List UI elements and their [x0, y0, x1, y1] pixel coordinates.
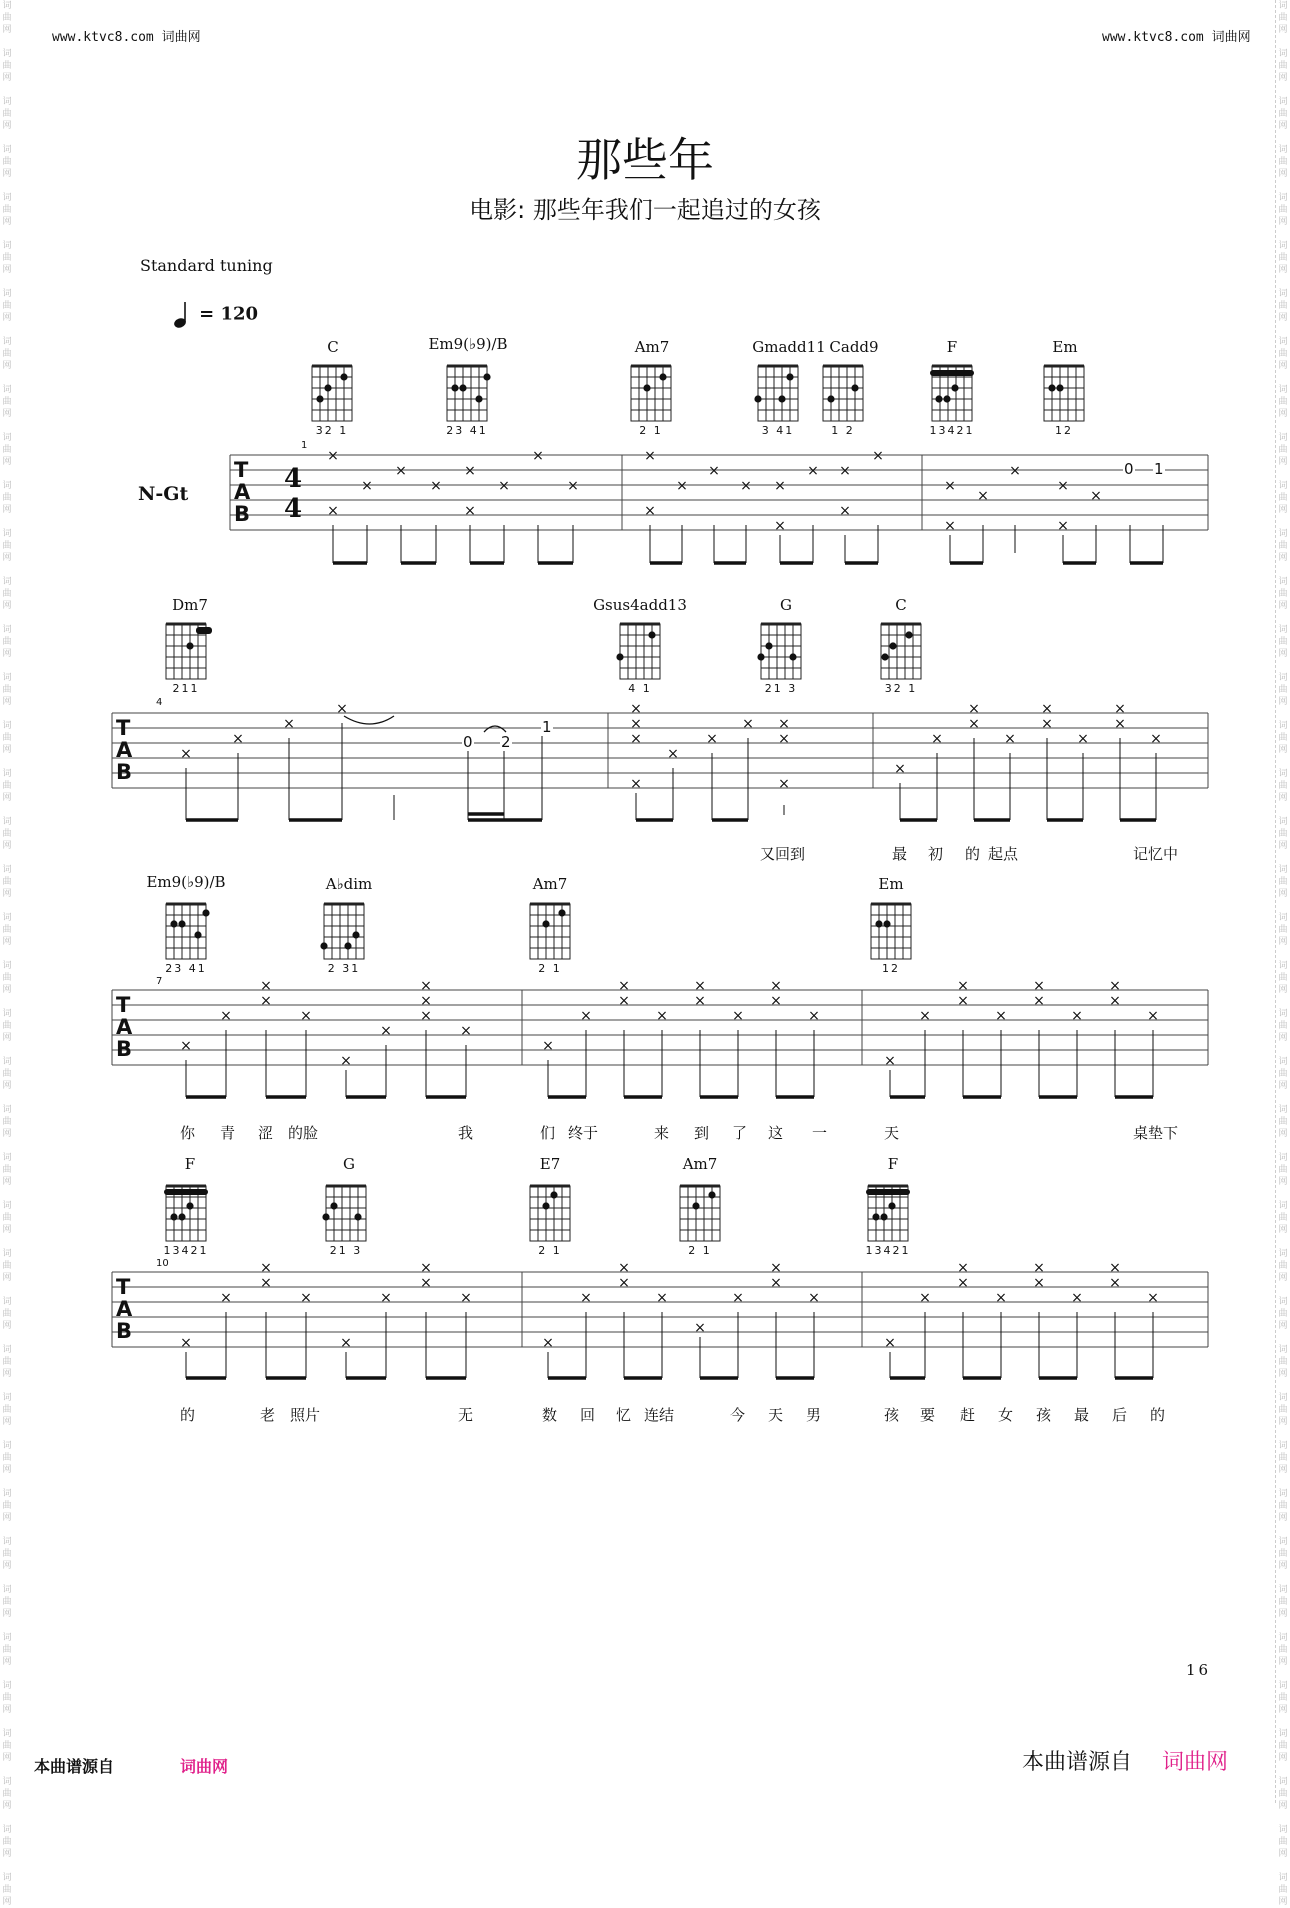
svg-text:A: A [116, 1297, 133, 1321]
lyric: 照片 [290, 1406, 321, 1424]
svg-text:×: × [931, 731, 943, 747]
svg-text:×: × [430, 478, 442, 494]
svg-text:B: B [116, 760, 133, 784]
svg-text:×: × [420, 1260, 432, 1276]
tie-marks [344, 716, 506, 732]
lyric: 起点 [988, 845, 1019, 863]
chord-name: F [946, 338, 958, 356]
svg-text:×: × [944, 478, 956, 494]
svg-text:×: × [327, 503, 339, 519]
chord-name: Cadd9 [829, 338, 879, 356]
source-label-left: 本曲谱源自 [34, 1757, 115, 1776]
svg-text:×: × [732, 1008, 744, 1024]
source-site-right[interactable]: 词曲网 [1162, 1750, 1229, 1775]
svg-text:×: × [630, 731, 642, 747]
svg-text:T: T [116, 1275, 131, 1299]
lyric: 无 [458, 1406, 474, 1424]
tab-clef [116, 458, 251, 1343]
svg-text:A: A [116, 738, 133, 762]
fret-number: 0 [1124, 460, 1134, 478]
chord-diagram [530, 1186, 570, 1241]
chord-fingering: 13421 [163, 1244, 209, 1257]
svg-text:×: × [1109, 993, 1121, 1009]
chord-fingering: 21 3 [329, 1244, 363, 1257]
svg-text:×: × [1057, 518, 1069, 534]
song-title: 那些年 [576, 133, 714, 187]
svg-text:×: × [1057, 478, 1069, 494]
svg-text:×: × [220, 1008, 232, 1024]
lyric: 你 [180, 1124, 196, 1142]
fret-number: 0 [463, 733, 473, 751]
bar-number: 7 [156, 976, 163, 987]
svg-text:×: × [532, 448, 544, 464]
svg-text:B: B [116, 1319, 133, 1343]
svg-text:T: T [116, 993, 131, 1017]
svg-text:×: × [944, 518, 956, 534]
chord-name: G [780, 596, 792, 614]
svg-text:×: × [180, 1335, 192, 1351]
svg-text:×: × [180, 1038, 192, 1054]
svg-text:×: × [464, 463, 476, 479]
svg-text:×: × [694, 1320, 706, 1336]
chord-fingering: 12 [882, 962, 900, 975]
svg-text:×: × [1109, 1275, 1121, 1291]
svg-text:×: × [580, 1290, 592, 1306]
svg-text:×: × [676, 478, 688, 494]
svg-text:×: × [361, 478, 373, 494]
svg-text:×: × [395, 463, 407, 479]
lyric: 的脸 [288, 1124, 319, 1142]
chord-name: F [184, 1155, 196, 1173]
lyric: 了 [732, 1124, 748, 1142]
chord-fingering: 2 1 [538, 1244, 562, 1257]
chord-diagram [166, 904, 206, 959]
svg-text:×: × [977, 488, 989, 504]
chord-name: Gsus4add13 [593, 596, 687, 614]
svg-text:×: × [460, 1023, 472, 1039]
chord-name: E7 [539, 1155, 561, 1173]
svg-text:×: × [180, 746, 192, 762]
chord-diagram [324, 904, 364, 959]
svg-text:×: × [618, 1275, 630, 1291]
bar-number: 1 [301, 440, 308, 451]
svg-text:×: × [694, 993, 706, 1009]
lyric: 到 [694, 1124, 710, 1142]
svg-text:×: × [740, 478, 752, 494]
chord-fingering: 13421 [865, 1244, 911, 1257]
lyric: 涩 [258, 1124, 274, 1142]
svg-text:×: × [380, 1290, 392, 1306]
svg-text:×: × [618, 978, 630, 994]
tempo-value: = 120 [199, 303, 259, 325]
svg-text:A: A [116, 1015, 133, 1039]
svg-text:×: × [968, 701, 980, 717]
chord-diagram [881, 624, 921, 679]
svg-text:×: × [1071, 1008, 1083, 1024]
svg-text:×: × [1109, 1260, 1121, 1276]
svg-text:×: × [919, 1008, 931, 1024]
lyric: 青 [220, 1124, 236, 1142]
chord-name: Em9(♭9)/B [146, 873, 226, 891]
svg-text:×: × [919, 1290, 931, 1306]
svg-text:×: × [260, 978, 272, 994]
svg-text:×: × [340, 1053, 352, 1069]
svg-text:×: × [542, 1038, 554, 1054]
chord-fingering: 2 1 [639, 424, 663, 437]
chord-fingering: 1 2 [831, 424, 855, 437]
svg-text:×: × [1150, 731, 1162, 747]
lyric: 要 [920, 1406, 936, 1424]
svg-text:×: × [807, 463, 819, 479]
svg-text:×: × [839, 463, 851, 479]
svg-text:×: × [774, 478, 786, 494]
svg-text:×: × [957, 993, 969, 1009]
lyric: 今 [730, 1406, 746, 1424]
chord-name: Gmadd11 [752, 338, 826, 356]
lyric: 最 [892, 845, 908, 863]
instrument-label: N-Gt [138, 483, 189, 505]
svg-text:B: B [116, 1037, 133, 1061]
svg-text:×: × [644, 503, 656, 519]
left-watermark-strip: 词 曲 网 词 曲 网 词 曲 网 词 曲 网 词 曲 网 词 曲 网 词 曲 网 词 曲 网 词 曲 网 词 曲 网 词 曲 网 词 曲 网 词 曲 网 词 曲 网 词 曲 网 词 曲 网 词 曲 网 词 曲 网 词 曲 网 词 曲 网 词 曲 网 词 曲 网 词 曲 网 词 曲 网 词 曲 网 词 曲 网 词 曲 网 词 曲 网 词 曲 网 词 曲 网 词 曲 网 词 曲 网 词 曲 网 词 曲 网 词 曲 网 词 曲 网 词 曲 网 词 曲 网 词 曲 网 词 曲 网 [2, 1, 12, 1907]
svg-text:×: × [380, 1023, 392, 1039]
svg-text:×: × [1041, 716, 1053, 732]
chord-name: C [895, 596, 907, 614]
svg-text:×: × [872, 448, 884, 464]
lyric: 来 [654, 1124, 670, 1142]
lyric: 连结 [644, 1406, 675, 1424]
svg-text:×: × [778, 731, 790, 747]
svg-text:×: × [283, 716, 295, 732]
chord-name: Dm7 [172, 596, 208, 614]
svg-text:×: × [232, 731, 244, 747]
svg-text:×: × [260, 1275, 272, 1291]
chord-name: G [343, 1155, 355, 1173]
svg-text:×: × [1033, 993, 1045, 1009]
svg-text:×: × [567, 478, 579, 494]
lyric: 后 [1112, 1406, 1128, 1424]
svg-text:×: × [995, 1008, 1007, 1024]
lyric: 们 [540, 1124, 556, 1142]
svg-text:×: × [260, 1260, 272, 1276]
svg-text:×: × [498, 478, 510, 494]
chord-diagram [871, 904, 911, 959]
svg-text:×: × [742, 716, 754, 732]
svg-text:×: × [340, 1335, 352, 1351]
chord-fingering: 2 1 [538, 962, 562, 975]
svg-text:×: × [884, 1335, 896, 1351]
chord-name: Em [1052, 338, 1078, 356]
svg-text:×: × [884, 1053, 896, 1069]
svg-text:×: × [1033, 1275, 1045, 1291]
svg-text:×: × [618, 993, 630, 1009]
chord-name: Em9(♭9)/B [428, 335, 508, 353]
svg-text:×: × [968, 716, 980, 732]
svg-text:×: × [1004, 731, 1016, 747]
svg-text:×: × [995, 1290, 1007, 1306]
chord-name: Am7 [532, 875, 568, 893]
svg-text:×: × [808, 1008, 820, 1024]
svg-text:×: × [420, 978, 432, 994]
chord-fingering: 4 1 [628, 682, 652, 695]
lyric: 最 [1074, 1406, 1090, 1424]
svg-text:T: T [234, 458, 249, 482]
svg-text:×: × [732, 1290, 744, 1306]
lyric: 这 [768, 1124, 784, 1142]
svg-text:×: × [1033, 978, 1045, 994]
svg-text:×: × [667, 746, 679, 762]
svg-text:×: × [220, 1290, 232, 1306]
chord-fingering: 3 41 [761, 424, 795, 437]
svg-text:×: × [1109, 978, 1121, 994]
chord-name: A♭dim [325, 875, 373, 893]
source-site-left[interactable]: 词曲网 [180, 1757, 229, 1776]
svg-text:×: × [1114, 701, 1126, 717]
lyric: 天 [768, 1406, 784, 1424]
chord-fingering: 32 1 [315, 424, 349, 437]
svg-text:×: × [630, 701, 642, 717]
svg-text:×: × [1033, 1260, 1045, 1276]
chord-name: Em [878, 875, 904, 893]
svg-text:×: × [1114, 716, 1126, 732]
chord-name: F [887, 1155, 899, 1173]
lyric: 天 [884, 1124, 900, 1142]
svg-text:×: × [1147, 1290, 1159, 1306]
svg-text:×: × [618, 1260, 630, 1276]
svg-text:×: × [957, 1260, 969, 1276]
site-url-left[interactable]: www.ktvc8.com 词曲网 [52, 30, 201, 45]
chord-diagram [761, 624, 801, 679]
svg-text:×: × [839, 503, 851, 519]
svg-text:×: × [770, 993, 782, 1009]
svg-text:×: × [464, 503, 476, 519]
fret-number: 1 [542, 718, 552, 736]
svg-text:×: × [300, 1008, 312, 1024]
svg-text:×: × [630, 776, 642, 792]
lyric: 数 [542, 1406, 558, 1424]
chord-fingering: 23 41 [446, 424, 488, 437]
lyric: 孩 [884, 1406, 900, 1424]
tuning-label: Standard tuning [140, 256, 273, 275]
svg-text:A: A [234, 480, 251, 504]
lyric: 的 [965, 845, 981, 863]
lyric: 终于 [568, 1124, 599, 1142]
svg-text:×: × [327, 448, 339, 464]
lyric: 又回到 [760, 845, 806, 863]
time-signature [284, 464, 302, 524]
svg-text:×: × [778, 776, 790, 792]
lyric: 回 [580, 1406, 596, 1424]
svg-text:×: × [1071, 1290, 1083, 1306]
chord-fingering: 32 1 [884, 682, 918, 695]
svg-text:×: × [542, 1335, 554, 1351]
chord-fingering: 23 41 [165, 962, 207, 975]
svg-text:×: × [774, 518, 786, 534]
svg-text:×: × [1090, 488, 1102, 504]
svg-text:×: × [644, 448, 656, 464]
lyric: 的 [180, 1406, 196, 1424]
page-number: 16 [1186, 1661, 1212, 1679]
svg-text:×: × [420, 1275, 432, 1291]
svg-text:×: × [420, 993, 432, 1009]
fret-number: 1 [1154, 460, 1164, 478]
svg-text:T: T [116, 716, 131, 740]
right-watermark-strip: 词 曲 网 词 曲 网 词 曲 网 词 曲 网 词 曲 网 词 曲 网 词 曲 网 词 曲 网 词 曲 网 词 曲 网 词 曲 网 词 曲 网 词 曲 网 词 曲 网 词 曲 网 词 曲 网 词 曲 网 词 曲 网 词 曲 网 词 曲 网 词 曲 网 词 曲 网 词 曲 网 词 曲 网 词 曲 网 词 曲 网 词 曲 网 词 曲 网 词 曲 网 词 曲 网 词 曲 网 词 曲 网 词 曲 网 词 曲 网 词 曲 网 词 曲 网 词 曲 网 词 曲 网 词 曲 网 词 曲 网 [1275, 0, 1290, 1803]
svg-text:×: × [778, 716, 790, 732]
svg-text:×: × [770, 978, 782, 994]
svg-text:×: × [770, 1275, 782, 1291]
lyric: 忆 [616, 1406, 632, 1424]
source-label-right: 本曲谱源自 [1022, 1750, 1133, 1775]
svg-text:×: × [1077, 731, 1089, 747]
chord-name: Am7 [634, 338, 670, 356]
svg-text:×: × [694, 978, 706, 994]
song-subtitle: 电影: 那些年我们一起追过的女孩 [469, 196, 821, 224]
chord-diagram [447, 366, 487, 421]
fret-number: 2 [501, 733, 511, 751]
svg-text:×: × [580, 1008, 592, 1024]
svg-text:×: × [260, 993, 272, 1009]
chord-fingering: 13421 [929, 424, 975, 437]
svg-text:×: × [656, 1008, 668, 1024]
chord-diagram [1044, 366, 1084, 421]
svg-text:×: × [706, 731, 718, 747]
chord-fingering: 2 31 [327, 962, 361, 975]
lyric: 初 [928, 845, 944, 863]
svg-text:B: B [234, 502, 251, 526]
svg-text:×: × [1009, 463, 1021, 479]
svg-text:×: × [808, 1290, 820, 1306]
svg-text:4: 4 [284, 494, 303, 524]
svg-text:×: × [656, 1290, 668, 1306]
chord-fingering: 21 3 [764, 682, 798, 695]
svg-text:×: × [957, 1275, 969, 1291]
lyric: 男 [806, 1406, 822, 1424]
lyric: 记忆中 [1133, 845, 1179, 863]
svg-text:×: × [957, 978, 969, 994]
svg-text:×: × [708, 463, 720, 479]
svg-text:×: × [1041, 701, 1053, 717]
chord-diagram [326, 1186, 366, 1241]
svg-text:×: × [630, 716, 642, 732]
chord-diagram [823, 366, 863, 421]
svg-text:×: × [1147, 1008, 1159, 1024]
chord-fingering: 12 [1055, 424, 1073, 437]
lyric: 赶 [960, 1406, 976, 1424]
chord-name: C [327, 338, 339, 356]
lyric: 桌垫下 [1133, 1124, 1179, 1142]
bar-number: 10 [156, 1258, 169, 1269]
svg-text:×: × [300, 1290, 312, 1306]
lyric: 一 [812, 1124, 828, 1142]
chord-name: Am7 [682, 1155, 718, 1173]
chord-fingering: 211 [172, 682, 200, 695]
svg-text:×: × [770, 1260, 782, 1276]
lyric: 孩 [1036, 1406, 1052, 1424]
site-url-right[interactable]: www.ktvc8.com 词曲网 [1102, 30, 1251, 45]
svg-text:×: × [336, 701, 348, 717]
svg-text:×: × [420, 1008, 432, 1024]
bar-number: 4 [156, 697, 163, 708]
svg-text:×: × [894, 761, 906, 777]
lyric: 女 [998, 1406, 1014, 1424]
svg-text:4: 4 [284, 464, 303, 494]
lyric: 的 [1150, 1406, 1166, 1424]
lyric: 老 [260, 1406, 276, 1424]
chord-fingering: 2 1 [688, 1244, 712, 1257]
svg-text:×: × [460, 1290, 472, 1306]
lyric: 我 [458, 1124, 474, 1142]
